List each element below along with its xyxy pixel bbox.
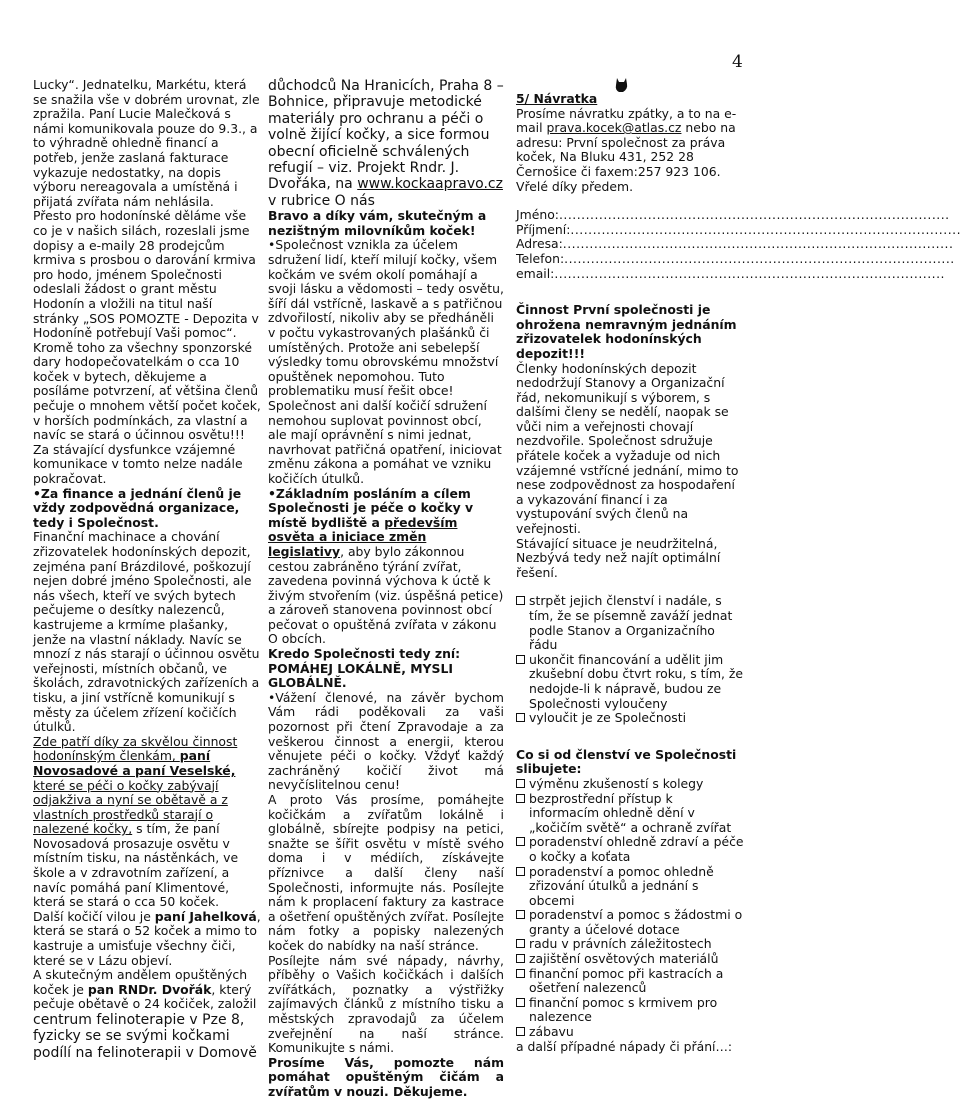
section-heading: Kredo Společnosti tedy zní: bbox=[268, 646, 461, 662]
text-run: paní Novosadové a paní Veselské, bbox=[33, 748, 236, 778]
checkbox-icon[interactable] bbox=[516, 1027, 525, 1036]
field-dots: ........................................................................................ bbox=[558, 207, 950, 223]
option-label: ukončit financování a udělit jim zkušební dobu čtvrt roku, s tím, že nedojde-li k nápravě, budou ze Společnosti vyloučeny bbox=[529, 651, 744, 711]
paragraph: •Vážení členové, na závěr bychom Vám rádi poděkovali za vaši pozornost při čtení Zpravodaje a za veškerou činnost a energii, kterou věnujete péči o kočky. Vždyť každý zachráněný kočičí život má nevyčíslitelnou cenu! bbox=[268, 689, 504, 793]
checkbox-icon[interactable] bbox=[516, 779, 525, 788]
thanks-paragraph bbox=[33, 735, 261, 910]
expectation-item[interactable] bbox=[516, 1025, 746, 1040]
checkbox-icon[interactable] bbox=[516, 867, 525, 876]
section-heading: Co si od členství ve Společnosti slibujete: bbox=[516, 746, 737, 777]
field-dots: ........................................................................................ bbox=[554, 265, 945, 281]
text-run: , který pečuje obětavě o 24 kočiček, založil bbox=[33, 981, 257, 1012]
section-heading: POMÁHEJ LOKÁLNĚ, MYSLI GLOBÁLNĚ. bbox=[268, 660, 453, 691]
text-run: především osvěta a iniciace změn legislativy bbox=[268, 514, 458, 559]
expectation-label: radu v právních záležitostech bbox=[529, 936, 712, 952]
expectation-item[interactable] bbox=[516, 865, 746, 909]
paragraph bbox=[516, 107, 746, 195]
column-right bbox=[516, 78, 961, 1054]
checkbox-icon[interactable] bbox=[516, 837, 525, 846]
expectation-item[interactable] bbox=[516, 967, 746, 996]
expectation-item[interactable] bbox=[516, 996, 746, 1025]
form-field-email[interactable] bbox=[516, 265, 945, 282]
return-form bbox=[516, 207, 961, 281]
field-label: Telefon: bbox=[516, 250, 565, 266]
section-heading: Činnost První společnosti je ohrožena nemravným jednáním zřizovatelek hodonínských depozit!!! bbox=[516, 302, 737, 361]
expectation-item[interactable] bbox=[516, 908, 746, 937]
paragraph: Za stávající dysfunkce vzájemné komunikace v tomto nelze nadále pokračovat. bbox=[33, 441, 243, 487]
section-heading: Bravo a díky vám, skutečným a nezištným milovníkům koček! bbox=[268, 208, 487, 238]
text-run: s tím, že paní Novosadová prosazuje osvětu v místním tisku, na nástěnkách, ve škole a v zdravotním zařízení, a navíc pomáhá paní Klimentové, která se stará o cca 50 koček. bbox=[33, 821, 239, 910]
paragraph: Stávající situace je neudržitelná, Nezbývá tedy než najít optimální řešení. bbox=[516, 535, 721, 580]
expectation-label: finanční pomoc při kastracích a ošetření nalezenců bbox=[529, 965, 724, 996]
expectation-item[interactable] bbox=[516, 937, 746, 952]
column-left bbox=[33, 78, 261, 1061]
field-label: email: bbox=[516, 265, 555, 281]
text-run: centrum felinoterapie v Pze 8, fyzicky se se svými kočkami podílí na felinoterapii v Domově bbox=[33, 1012, 257, 1061]
expectation-item[interactable] bbox=[516, 792, 746, 836]
text-run: pan RNDr. Dvořák bbox=[87, 981, 212, 997]
paragraph: Posílejte nám své nápady, návrhy, příběhy o Vašich kočičkách i dalších zvířátkách, poznatky a výstřižky zajímavých článků z místního tisku a městských zpravodajů za účelem zveřejnění na naší stránce. Komunikujte s námi. bbox=[268, 952, 504, 1056]
paragraph: Finanční machinace a chování zřizovatelek hodonínských depozit, zejména paní Brázdilové, poškozují nejen dobré jméno Společnosti, ale nás všech, kteří ve svých bytech pečujeme o desítky nalezenců, kastrujeme a krmíme plašanky, jenže na vlastní náklady. Navíc se mnozí z nás starají o účinnou osvětu veřejnosti, místních občanů, ve školách, zdravotnických zařízeních a tisku, a jiní vstřícně komunikují s městy za účelem zřízení kočičích útulků. bbox=[33, 529, 260, 735]
page-number: 4 bbox=[732, 52, 743, 72]
paragraph: Členky hodonínských depozit nedodržují Stanovy a Organizační řád, nekomunikují s výborem, s dalšími členy se nedělí, naopak se vůči nim a veřejnosti chovají nezdvořile. Společnost sdružuje přátele koček a vyžaduje od nich vzájemné vstřícné jednání, mimo to nese zodpovědnost za hospodaření a vykazování financí i za vystupování svých členů na veřejnosti. bbox=[516, 360, 739, 537]
paragraph: Lucky“. Jednatelku, Markétu, která se snažila vše v dobrém urovnat, zle zpražila. Paní Lucie Malečková s námi komunikovala pouze do 9.3., a to výhradně ohledně financí a potřeb, jenže zaslaná fakturace vykazuje nedostatky, na dopis výboru nereagovala a umístěná i přijatá zvířata nám nehlásila. bbox=[33, 77, 260, 209]
expectations-list bbox=[516, 777, 746, 1040]
checkbox-icon[interactable] bbox=[516, 998, 525, 1007]
paragraph: Kromě toho za všechny sponzorské dary hodopečovatelkám o cca 10 koček v bytech, děkujeme a posíláme potvrzení, ať většina členů pečuje o mnohem větší počet koček, v horších podmínkách, za vlastní a navíc se stará o účinnou osvětu!!! bbox=[33, 339, 261, 443]
checkbox-icon[interactable] bbox=[516, 939, 525, 948]
expectation-label: zajištění osvětových materiálů bbox=[529, 951, 719, 967]
field-dots: ........................................................................................ bbox=[570, 221, 961, 237]
paragraph: Společnost ani další kočičí sdružení nemohou suplovat povinnost obcí, ale mají oprávnění s nimi jednat, navrhovat patřičná opatření, iniciovat změnu zákona a pomáhat ve vzniku kočičích útulků. bbox=[268, 397, 502, 486]
paragraph bbox=[33, 968, 261, 1061]
expectation-label: zábavu bbox=[529, 1024, 574, 1040]
field-label: Příjmení: bbox=[516, 221, 571, 237]
text-run: , aby bylo zákonnou cestou zabráněno týrání zvířat, zavedena povinná výchova k úctě k živým stvořením (viz. úspěšná petice) a zároveň stanovena povinnost obcí pečovat o opuštěná zvířata v zákonu O obcích. bbox=[268, 543, 504, 647]
text-run: A skutečným andělem opuštěných koček je bbox=[33, 967, 248, 997]
expectation-item[interactable] bbox=[516, 835, 746, 864]
checkbox-icon[interactable] bbox=[516, 596, 525, 605]
checkbox-icon[interactable] bbox=[516, 655, 525, 664]
paragraph bbox=[268, 78, 504, 209]
form-field-surname[interactable] bbox=[516, 221, 961, 238]
field-label: Jméno: bbox=[516, 207, 559, 223]
checkbox-icon[interactable] bbox=[516, 713, 525, 722]
paragraph: Přesto pro hodonínské děláme vše co je v našich silách, rozeslali jsme dopisy a e-maily 28 prodejcům krmiva s prosbou o darování krmiva pro hodo, jménem Společnosti odeslali žádost o grant městu Hodonín a vložili na titul naší stránky „SOS POMOZTE - Depozita v Hodoníně potřebují Vaši pomoc“. bbox=[33, 208, 259, 341]
column-middle bbox=[268, 78, 504, 1099]
email-link[interactable]: prava.kocek@atlas.cz bbox=[546, 120, 682, 136]
closing-text: Prosíme Vás, pomozte nám pomáhat opuštěným čičám a zvířatům v nouzi. Děkujeme. bbox=[268, 1054, 504, 1099]
text-run: Zde patří díky za skvělou činnost hodonínským členkám, bbox=[33, 733, 238, 764]
text-run: Prosíme návratku zpátky, a to na e-mail bbox=[516, 105, 737, 136]
option-label: strpět jejich členství i nadále, s tím, že se písemně zaváží jednat podle Stanov a Organizačního řádu bbox=[529, 593, 733, 653]
section-heading: •Za finance a jednání členů je vždy zodpovědná organizace, tedy i Společnost. bbox=[33, 485, 242, 530]
expectation-label: výměnu zkušeností s kolegy bbox=[529, 775, 704, 791]
expectation-label: poradenství a pomoc s žádostmi o granty a účelové dotace bbox=[529, 907, 743, 937]
expectation-label: finanční pomoc s krmivem pro nalezence bbox=[529, 994, 718, 1025]
text-run: důchodců Na Hranicích, Praha 8 – Bohnice, připravuje metodické materiály pro ochranu a péči o volně žijící kočky, a sice formou obecní oficielně schválených refugií – viz. Projekt Rndr. J. Dvořáka, na bbox=[268, 78, 504, 193]
option-item[interactable] bbox=[516, 711, 746, 726]
text-run: Další kočičí vilou je bbox=[33, 908, 155, 924]
section-heading: 5/ Návratka bbox=[516, 91, 598, 106]
option-label: vyloučit je ze Společnosti bbox=[529, 710, 687, 726]
option-item[interactable] bbox=[516, 653, 746, 711]
text-run: v rubrice O nás bbox=[268, 192, 375, 209]
field-label: Adresa: bbox=[516, 236, 563, 252]
field-dots: ........................................................................................ bbox=[564, 250, 955, 266]
form-field-name[interactable] bbox=[516, 207, 950, 223]
expectation-label: bezprostřední přístup k informacím ohledně dění v „kočičím světě“ a ochraně zvířat bbox=[529, 790, 732, 835]
text-run: nebo na adresu: První společnost za práva koček, Na Bluku 431, 252 28 Černošice či faxem:257 923 106. Vřelé díky předem. bbox=[516, 120, 736, 194]
text-run: , která se stará o 52 koček a mimo to kastruje a umisťuje všechny čiči, které se v Lázu objeví. bbox=[33, 908, 261, 968]
checkbox-icon[interactable] bbox=[516, 954, 525, 963]
form-field-address[interactable] bbox=[516, 236, 954, 252]
paragraph bbox=[33, 910, 261, 968]
checkbox-icon[interactable] bbox=[516, 969, 525, 978]
website-link[interactable]: www.kockaapravo.cz bbox=[357, 176, 503, 193]
expectation-item[interactable] bbox=[516, 952, 746, 967]
options-list bbox=[516, 594, 746, 725]
paragraph: A proto Vás prosíme, pomáhejte kočičkám a zvířatům lokálně i globálně, sbírejte podpisy na petici, snažte se šířit osvětu v místě svého doma i v médiích, získávejte příznivce a další členy naší Společnosti, informujte nás. Posílejte nám k proplacení faktury za kastrace a ošetření opuštěných zvířat. Posílejte nám fotky a popisky nalezených koček do nabídky na naší stránce. bbox=[268, 792, 504, 953]
expectation-label: poradenství a pomoc ohledně zřizování útulků a jednání s obcemi bbox=[529, 863, 714, 908]
checkbox-icon[interactable] bbox=[516, 794, 525, 803]
text-run: které se péči o kočky zabývají odjakživa a nyní se obětavě a z vlastních prostředků starají o nalezené kočky, bbox=[33, 777, 228, 837]
text-run: •Základním posláním a cílem Společnosti je péče o kočky v místě bydliště a bbox=[268, 485, 474, 530]
text-run: paní Jahelková bbox=[154, 908, 257, 924]
checkbox-icon[interactable] bbox=[516, 910, 525, 919]
field-dots: ........................................................................................ bbox=[562, 236, 954, 252]
expectation-label: poradenství ohledně zdraví a péče o kočky a koťata bbox=[529, 834, 744, 864]
expectation-item[interactable] bbox=[516, 777, 746, 792]
option-item[interactable] bbox=[516, 594, 746, 652]
paragraph: •Společnost vznikla za účelem sdružení lidí, kteří milují kočky, všem kočkám ve svém okolí pomáhají a svoji lásku a vědomosti – tedy osvětu, šíří dál vstřícně, laskavě a s patřičnou zdvořilostí, nikoliv aby se předháněli v počtu vykastrovaných plašánků či umístěných. Protože ani sebelepší výsledky tomu obrovskému množství opuštěnek nepomohou. Tuto problematiku musí řešit obce! bbox=[268, 237, 504, 399]
form-field-phone[interactable] bbox=[516, 250, 955, 267]
paragraph bbox=[268, 487, 504, 648]
final-line: a další případné nápady či přání…: bbox=[516, 1038, 733, 1054]
